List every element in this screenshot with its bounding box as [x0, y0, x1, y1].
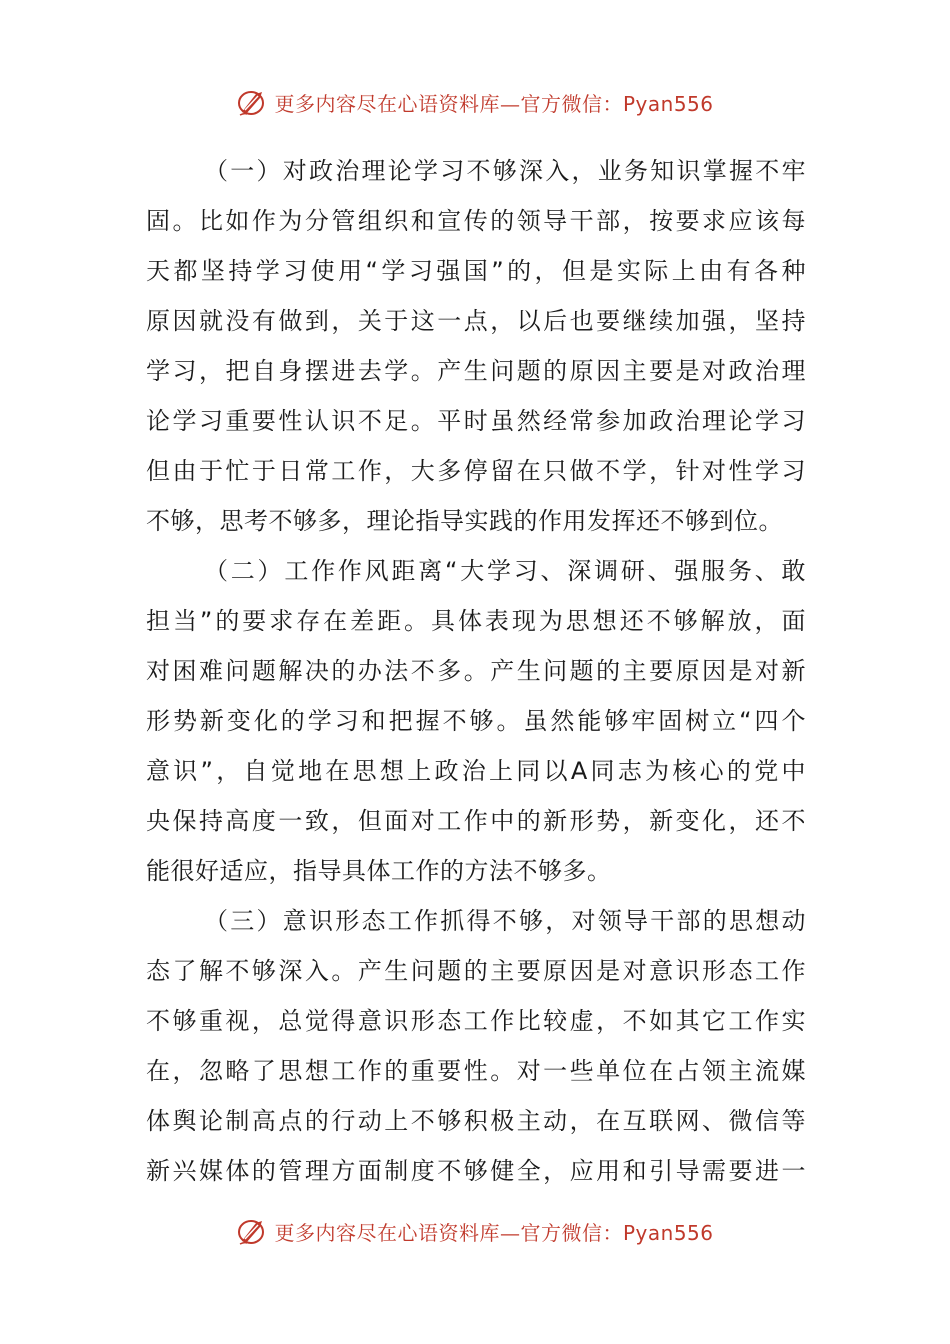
text-line: 形势新变化的学习和把握不够。虽然能够牢固树立“四个: [146, 707, 806, 735]
text-line: （二）工作作风距离“大学习、深调研、强服务、敢: [204, 557, 806, 585]
text-line: 学习，把自身摆进去学。产生问题的原因主要是对政治理: [146, 357, 806, 385]
text-line: 但由于忙于日常工作，大多停留在只做不学，针对性学习: [146, 457, 806, 485]
text-line: （一）对政治理论学习不够深入，业务知识掌握不牢: [204, 157, 806, 185]
banner-label: 更多内容尽在心语资料库—官方微信：: [274, 1220, 623, 1245]
banner-text: [274, 88, 713, 117]
text-line: 论学习重要性认识不足。平时虽然经常参加政治理论学习: [146, 407, 806, 435]
text-line: 体舆论制高点的行动上不够积极主动，在互联网、微信等: [146, 1107, 806, 1135]
wechat-id: Pyan556: [622, 1220, 714, 1245]
text-line: 态了解不够深入。产生问题的主要原因是对意识形态工作: [146, 957, 806, 985]
text-line: 新兴媒体的管理方面制度不够健全，应用和引导需要进一: [146, 1157, 806, 1185]
wechat-id: Pyan556: [622, 91, 714, 116]
text-line: 对困难问题解决的办法不多。产生问题的主要原因是对新: [146, 657, 806, 685]
text-line: 担当”的要求存在差距。具体表现为思想还不够解放，面: [146, 607, 806, 635]
text-line: 在，忽略了思想工作的重要性。对一些单位在占领主流媒: [146, 1057, 806, 1085]
pen-nib-icon: [236, 1215, 268, 1247]
footer-banner: [0, 1209, 950, 1253]
pen-nib-icon: [236, 86, 268, 118]
text-line: 天都坚持学习使用“学习强国”的，但是实际上由有各种: [146, 257, 806, 285]
header-banner: [0, 80, 950, 124]
banner-text: [274, 1217, 713, 1246]
text-line: 固。比如作为分管组织和宣传的领导干部，按要求应该每: [146, 207, 806, 235]
text-line: 央保持高度一致，但面对工作中的新形势，新变化，还不: [146, 807, 806, 835]
text-line: （三）意识形态工作抓得不够，对领导干部的思想动: [204, 907, 806, 935]
banner-label: 更多内容尽在心语资料库—官方微信：: [274, 91, 623, 116]
text-line: 不够重视，总觉得意识形态工作比较虚，不如其它工作实: [146, 1007, 806, 1035]
text-line: 不够，思考不够多，理论指导实践的作用发挥还不够到位。: [146, 507, 783, 535]
text-line: 能很好适应，指导具体工作的方法不够多。: [146, 857, 612, 885]
text-line: 原因就没有做到，关于这一点，以后也要继续加强，坚持: [146, 307, 806, 335]
document-body: [146, 146, 806, 1196]
text-line: 意识”，自觉地在思想上政治上同以A同志为核心的党中: [146, 757, 806, 785]
